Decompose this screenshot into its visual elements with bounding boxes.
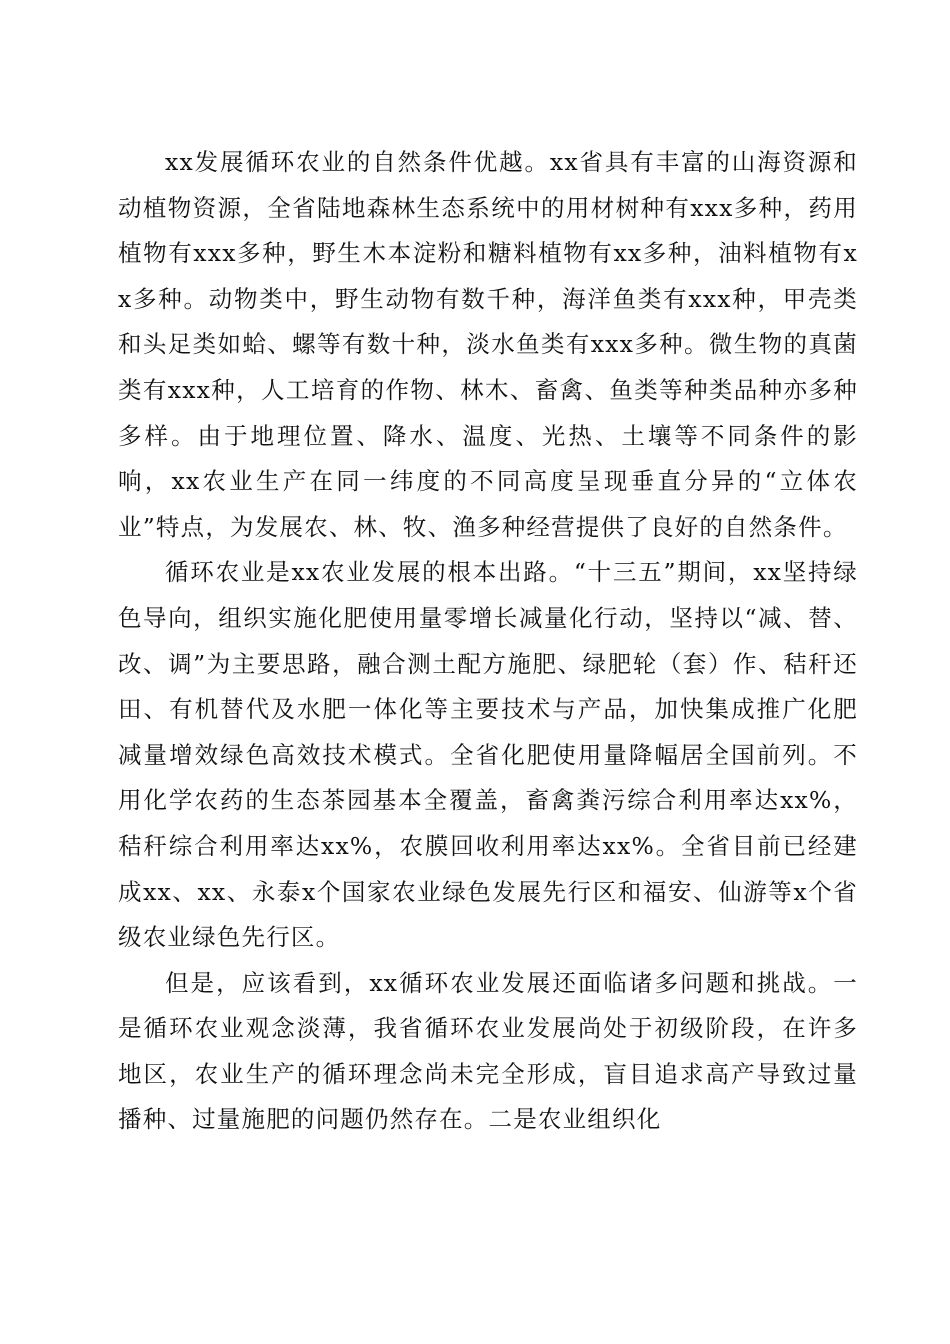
paragraph-challenges: 但是，应该看到，xx循环农业发展还面临诸多问题和挑战。一是循环农业观念淡薄，我省循环农业发展尚处于初级阶段，在许多地区，农业生产的循环理念尚未完全形成，盲目追求高产导致过量播种、过量施肥的问题仍然存在。二是农业组织化 (118, 968, 858, 1134)
paragraph-circular-agriculture: 循环农业是xx农业发展的根本出路。“十三五”期间，xx坚持绿色导向，组织实施化肥使用量零增长减量化行动，坚持以“减、替、改、调”为主要思路，融合测土配方施肥、绿肥轮（套）作、秸秆还田、有机替代及水肥一体化等主要技术与产品，加快集成推广化肥减量增效绿色高效技术模式。全省化肥使用量降幅居全国前列。不用化学农药的生态茶园基本全覆盖，畜禽粪污综合利用率达xx%，秸秆综合利用率达xx%，农膜回收利用率达xx%。全省目前已经建成xx、xx、永泰x个国家农业绿色发展先行区和福安、仙游等x个省级农业绿色先行区。 (118, 558, 858, 952)
paragraph-natural-conditions: xx发展循环农业的自然条件优越。xx省具有丰富的山海资源和动植物资源，全省陆地森林生态系统中的用材树种有xxx多种，药用植物有xxx多种，野生木本淀粉和糖料植物有xx多种，油料植物有xx多种。动物类中，野生动物有数千种，海洋鱼类有xxx种，甲壳类和头足类如蛤、螺等有数十种，淡水鱼类有xxx多种。微生物的真菌类有xxx种，人工培育的作物、林木、畜禽、鱼类等种类品种亦多种多样。由于地理位置、降水、温度、光热、土壤等不同条件的影响，xx农业生产在同一纬度的不同高度呈现垂直分异的“立体农业”特点，为发展农、林、牧、渔多种经营提供了良好的自然条件。 (118, 148, 858, 541)
document-body (118, 140, 858, 1143)
